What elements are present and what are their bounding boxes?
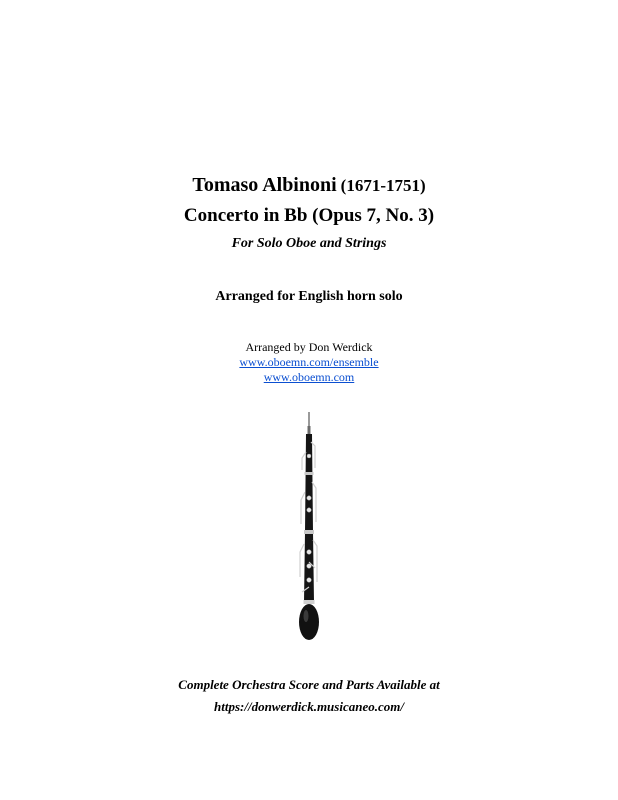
footer-url: https://donwerdick.musicaneo.com/ <box>214 699 404 714</box>
arrangement-note: Arranged for English horn solo <box>215 289 403 304</box>
arranger-credit: Arranged by Don Werdick <box>245 340 373 354</box>
composer-dates: (1671-1751) <box>340 176 426 195</box>
footer-availability-text: Complete Orchestra Score and Parts Available at <box>178 677 440 692</box>
arranger-block <box>0 340 618 385</box>
work-title: Concerto in Bb (Opus 7, No. 3) <box>183 205 435 226</box>
website-link[interactable]: www.oboemn.com <box>263 370 355 384</box>
ensemble-link[interactable]: www.oboemn.com/ensemble <box>239 355 379 369</box>
oboe-instrument-image <box>289 412 329 642</box>
composer-line <box>0 174 618 197</box>
composer-name: Tomaso Albinoni <box>192 174 337 196</box>
work-subtitle: For Solo Oboe and Strings <box>231 236 387 251</box>
